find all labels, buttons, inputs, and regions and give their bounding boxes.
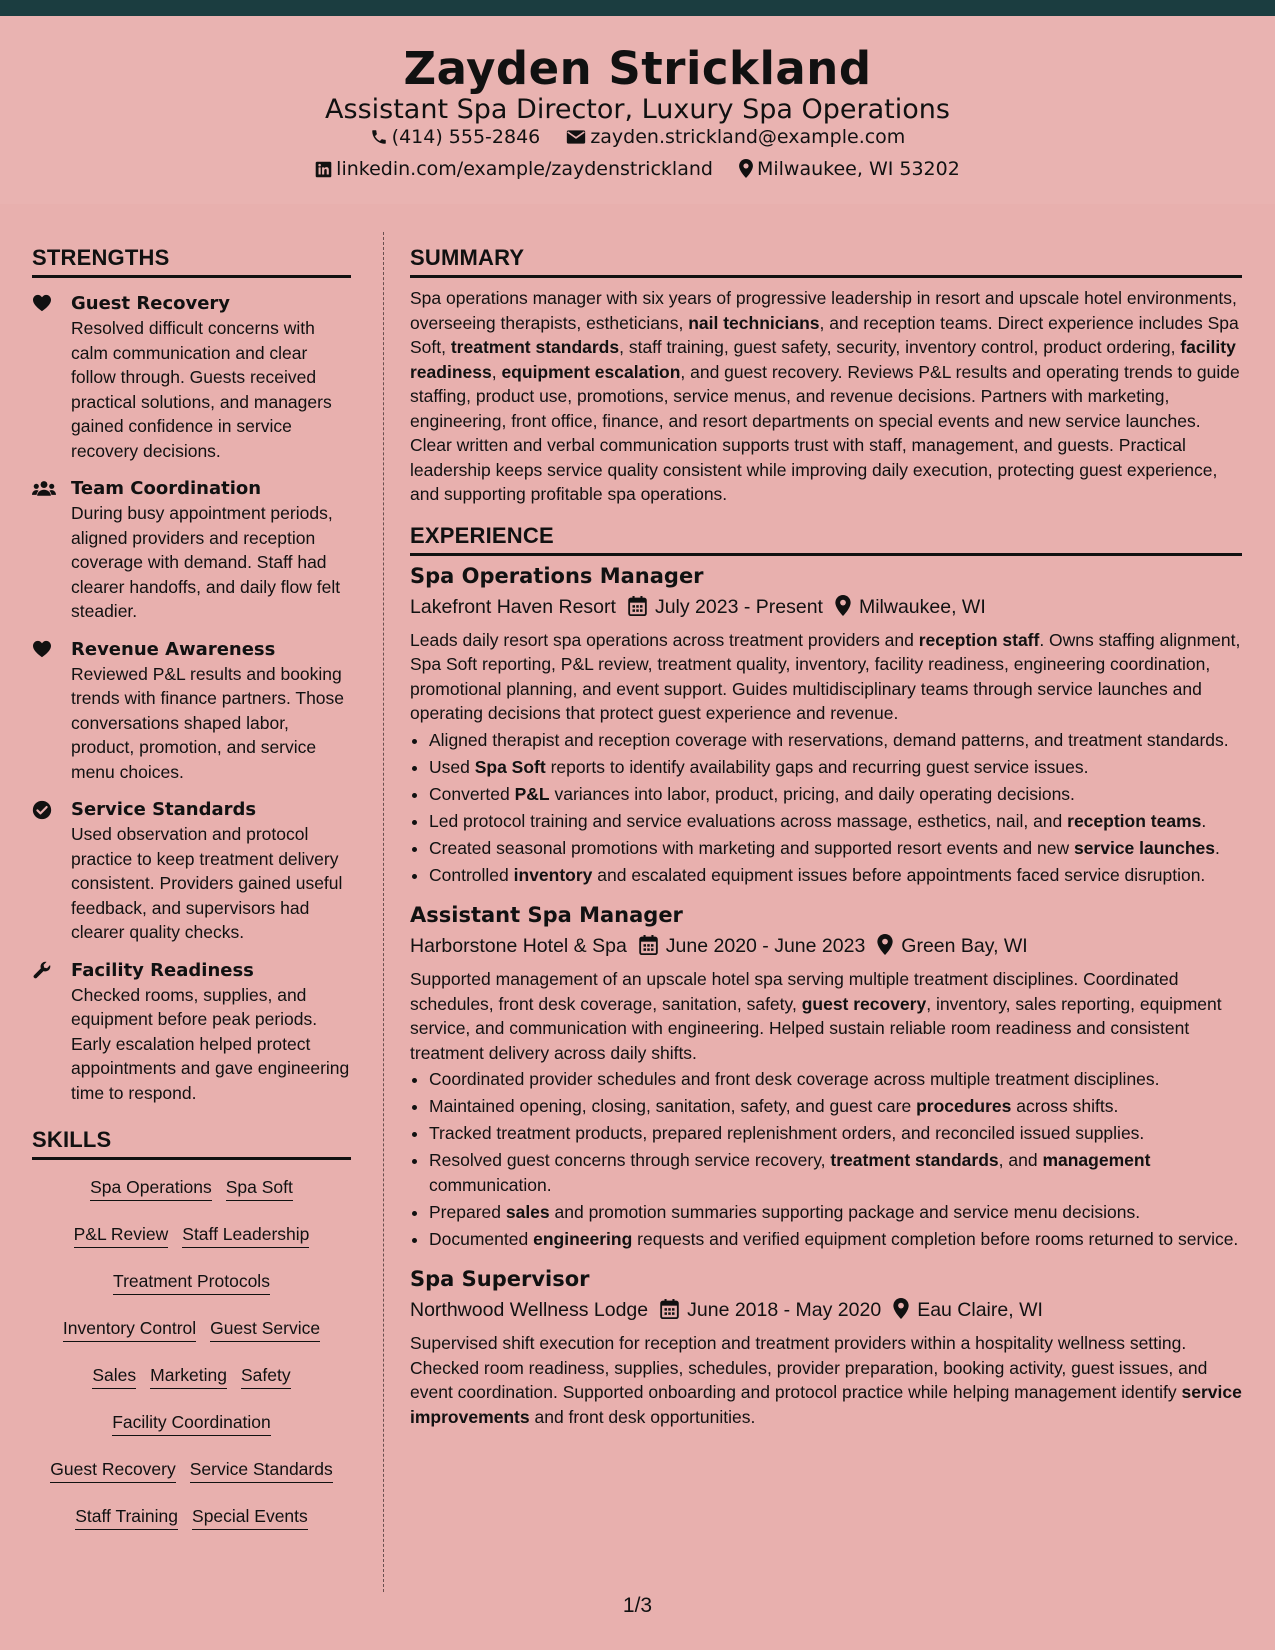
skill-tag: Special Events	[192, 1503, 308, 1530]
strengths-heading: STRENGTHS	[32, 245, 351, 278]
contact-row-2	[0, 158, 1275, 180]
strength-item	[32, 638, 351, 785]
job-bullet: • Converted P&L variances into labor, product, pricing, and daily operating decisions.	[429, 782, 1242, 807]
location-text: Milwaukee, WI 53202	[756, 158, 960, 180]
job-meta	[410, 592, 1242, 622]
job-bullet: • Used Spa Soft reports to identify availability gaps and recurring guest service issues.	[429, 755, 1242, 780]
map-pin-icon	[877, 934, 893, 955]
skills-list	[32, 1174, 351, 1531]
check-circle-icon	[32, 800, 54, 820]
skill-tag: Guest Recovery	[50, 1456, 175, 1483]
skill-row	[32, 1221, 351, 1249]
top-accent-bar	[0, 0, 1275, 16]
page-number: 1/3	[622, 1594, 653, 1617]
skill-tag: P&L Review	[74, 1221, 169, 1248]
map-pin-icon	[893, 1298, 909, 1319]
job-bullet: • Coordinated provider schedules and front desk coverage across multiple treatment disciplines.	[429, 1067, 1242, 1092]
job-description: Leads daily resort spa operations across treatment providers and reception staff. Owns staffing alignment, Spa Soft reporting, P&L review, treatment quality, inventory, facility readiness, engineering coordination, promotional planning, and event support. Guides multidisciplinary teams through service launches and operating decisions that protect guest experience and revenue.	[410, 629, 1241, 723]
candidate-name: Zayden Strickland	[403, 42, 872, 95]
strength-description: Reviewed P&L results and booking trends with finance partners. Those conversations shaped labor, product, promotion, and service menu choices.	[71, 663, 345, 782]
job-entry	[410, 901, 1242, 1251]
job-bullet: • Controlled inventory and escalated equipment issues before appointments faced service disruption.	[429, 863, 1242, 888]
skill-tag: Service Standards	[190, 1456, 333, 1483]
job-meta	[410, 931, 1242, 961]
summary-heading: SUMMARY	[410, 245, 1242, 278]
job-bullet: • Aligned therapist and reception coverage with reservations, demand patterns, and treatment standards.	[429, 728, 1242, 753]
job-bullet: • Created seasonal promotions with marketing and supported resort events and new service launches.	[429, 836, 1242, 861]
strength-description: Checked rooms, supplies, and equipment before peak periods. Early escalation helped protect appointments and gave engineering time to respond.	[71, 984, 350, 1103]
job-entry	[410, 562, 1242, 888]
skill-tag: Safety	[241, 1362, 291, 1389]
skills-heading: SKILLS	[32, 1127, 351, 1160]
job-title: Assistant Spa Manager	[410, 903, 683, 927]
users-icon	[32, 479, 54, 499]
skill-tag: Treatment Protocols	[113, 1268, 270, 1295]
job-meta	[410, 1295, 1242, 1325]
left-column	[32, 245, 351, 1550]
contact-row-1	[0, 126, 1275, 148]
heart-icon	[32, 640, 54, 660]
job-dates: June 2020 - June 2023	[665, 935, 866, 957]
strength-item	[32, 798, 351, 945]
experience-heading: EXPERIENCE	[410, 523, 1242, 556]
strength-name: Team Coordination	[71, 478, 262, 499]
linkedin-item[interactable]	[315, 158, 713, 180]
linkedin-icon	[315, 161, 332, 178]
skill-tag: Inventory Control	[63, 1315, 196, 1342]
strength-item	[32, 292, 351, 463]
job-entry	[410, 1265, 1242, 1429]
column-divider	[383, 232, 384, 1592]
linkedin-text: linkedin.com/example/zaydenstrickland	[336, 158, 713, 180]
map-pin-icon	[835, 595, 851, 616]
skill-row	[32, 1456, 351, 1484]
job-description: Supported management of an upscale hotel spa serving multiple treatment disciplines. Coordinated schedules, front desk coverage, sanitation, safety, guest recovery, inventory, sales reporting, equipment service, and communication with engineering. Helped sustain reliable room readiness and consistent treatment delivery across daily shifts.	[410, 969, 1222, 1063]
job-company: Northwood Wellness Lodge	[410, 1299, 649, 1321]
resume-header	[0, 16, 1275, 204]
strength-name: Facility Readiness	[71, 959, 254, 981]
strengths-list	[32, 292, 351, 1105]
experience-list	[410, 562, 1242, 1430]
skill-tag: Guest Service	[210, 1315, 320, 1342]
skill-row	[32, 1409, 351, 1437]
job-bullet: • Tracked treatment products, prepared replenishment orders, and reconciled issued supplies.	[429, 1121, 1242, 1146]
job-bullet: • Maintained opening, closing, sanitation, safety, and guest care procedures across shifts.	[429, 1094, 1242, 1119]
phone-icon	[370, 128, 388, 146]
job-location: Green Bay, WI	[901, 935, 1028, 957]
email-text: zayden.strickland@example.com	[590, 126, 906, 148]
job-title: Spa Operations Manager	[410, 563, 704, 588]
phone-text: (414) 555-2846	[391, 126, 541, 148]
strength-description: Resolved difficult concerns with calm communication and clear follow through. Guests received practical solutions, and managers gained confidence in service recovery decisions.	[71, 318, 332, 461]
calendar-icon	[660, 1299, 679, 1319]
skill-tag: Spa Operations	[90, 1174, 212, 1201]
job-location: Eau Claire, WI	[917, 1299, 1043, 1321]
strength-name: Guest Recovery	[71, 293, 231, 314]
job-bullets	[410, 1067, 1242, 1251]
skill-tag: Facility Coordination	[112, 1409, 271, 1436]
job-company: Lakefront Haven Resort	[410, 595, 616, 618]
job-company: Harborstone Hotel & Spa	[410, 935, 627, 957]
job-bullets	[410, 728, 1242, 888]
location-item	[739, 158, 960, 180]
envelope-icon	[566, 128, 586, 146]
job-bullet: • Prepared sales and promotion summaries supporting package and service menu decisions.	[429, 1200, 1242, 1225]
strength-description: During busy appointment periods, aligned providers and reception coverage with demand. Staff had clearer handoffs, and daily flow felt steadier.	[71, 503, 341, 621]
skill-tag: Sales	[92, 1362, 136, 1389]
job-bullet: • Resolved guest concerns through service recovery, treatment standards, and management communication.	[429, 1148, 1242, 1197]
right-column	[410, 245, 1242, 1429]
job-dates: July 2023 - Present	[654, 595, 823, 618]
skill-row	[32, 1362, 351, 1390]
skill-row	[32, 1315, 351, 1343]
candidate-title: Assistant Spa Director, Luxury Spa Operations	[325, 94, 950, 125]
skill-row	[32, 1268, 351, 1296]
skill-tag: Spa Soft	[226, 1174, 293, 1201]
strength-name: Revenue Awareness	[71, 638, 276, 660]
strength-item	[32, 477, 351, 624]
wrench-icon	[32, 961, 54, 981]
skill-row	[32, 1174, 351, 1202]
skill-row	[32, 1503, 351, 1531]
phone-item[interactable]	[370, 126, 541, 148]
skill-tag: Marketing	[150, 1362, 227, 1389]
skill-tag: Staff Training	[75, 1503, 178, 1530]
job-bullet: • Led protocol training and service evaluations across massage, esthetics, nail, and reception teams.	[429, 809, 1242, 834]
strength-item	[32, 959, 351, 1106]
job-title: Spa Supervisor	[410, 1267, 590, 1291]
job-description: Supervised shift execution for reception and treatment providers within a hospitality wellness setting. Checked room readiness, supplies, schedules, provider preparation, booking activity, guest issues, and event coordination. Supported onboarding and protocol practice while helping management identify service improvements and front desk opportunities.	[410, 1333, 1242, 1427]
strength-description: Used observation and protocol practice to keep treatment delivery consistent. Providers gained useful feedback, and supervisors had clearer quality checks.	[71, 824, 343, 942]
calendar-icon	[639, 935, 658, 955]
calendar-icon	[628, 596, 647, 616]
job-bullet: • Documented engineering requests and verified equipment completion before rooms returned to service.	[429, 1227, 1242, 1252]
summary-text: Spa operations manager with six years of progressive leadership in resort and upscale hotel environments, overseeing therapists, estheticians, nail technicians, and reception teams. Direct experience includes Spa Soft, treatment standards, staff training, guest safety, security, inventory control, product ordering, facility readiness, equipment escalation, and guest recovery. Reviews P&L results and operating trends to guide staffing, product use, promotions, service menus, and revenue decisions. Partners with marketing, engineering, front office, finance, and resort departments on special events and new service launches. Clear written and verbal communication supports trust with staff, management, and guests. Practical leadership keeps service quality consistent while improving daily execution, protecting guest experience, and supporting profitable spa operations.	[410, 288, 1240, 504]
email-item[interactable]	[566, 126, 905, 148]
skill-tag: Staff Leadership	[182, 1221, 309, 1248]
job-location: Milwaukee, WI	[858, 595, 986, 618]
strength-name: Service Standards	[71, 799, 257, 820]
job-dates: June 2018 - May 2020	[687, 1299, 882, 1321]
heart-icon	[32, 294, 54, 314]
map-pin-icon	[739, 159, 753, 178]
